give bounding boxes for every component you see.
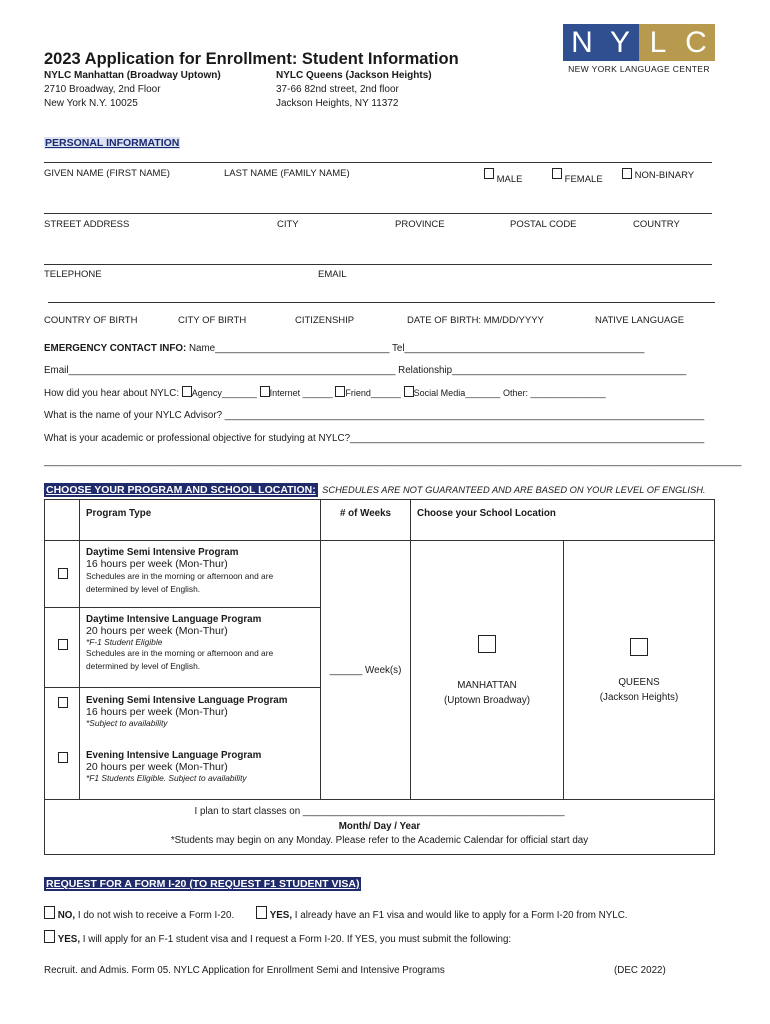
nonbinary-label: NON-BINARY <box>634 170 695 181</box>
program-4-name: Evening Intensive Language Program <box>86 749 262 761</box>
citizenship-label: CITIZENSHIP <box>295 315 355 326</box>
internet-option: Internet ______ <box>269 388 333 398</box>
footer-date: (DEC 2022) <box>614 965 666 976</box>
weeks-field[interactable]: ______ Week(s) <box>329 664 402 676</box>
program-2-checkbox[interactable] <box>58 639 68 650</box>
program-2-cell <box>80 608 321 688</box>
female-checkbox[interactable] <box>552 168 562 179</box>
email-label: EMAIL <box>318 269 347 280</box>
hear-about-prompt: How did you hear about NYLC: <box>44 388 180 399</box>
manhattan-label: MANHATTAN <box>457 679 517 691</box>
logo-letter-n: N <box>563 24 601 61</box>
city-label: CITY <box>277 219 299 230</box>
i20-yes-existing-label: YES, <box>269 910 293 921</box>
program-1-note-1: Schedules are in the morning or afternoon and are <box>86 571 274 581</box>
province-label: PROVINCE <box>395 219 445 230</box>
agency-checkbox[interactable] <box>182 386 192 397</box>
queens-address-line1: 37-66 82nd street, 2nd floor <box>276 84 399 95</box>
city-of-birth-label: CITY OF BIRTH <box>178 315 247 326</box>
manhattan-checkbox[interactable] <box>478 635 496 653</box>
program-2-note-1: Schedules are in the morning or afternoon and are <box>86 648 274 658</box>
queens-label: QUEENS <box>618 676 660 688</box>
program-3-checkbox[interactable] <box>58 697 68 708</box>
agency-option: Agency_______ <box>191 388 257 398</box>
program-1-name: Daytime Semi Intensive Program <box>86 547 239 558</box>
program-1-checkbox-cell <box>45 541 80 608</box>
emergency-email-row <box>44 365 686 376</box>
nonbinary-checkbox[interactable] <box>622 168 632 179</box>
i20-no-text: I do not wish to receive a Form I-20. <box>77 910 235 921</box>
program-3-cell <box>80 688 321 743</box>
manhattan-address-line2: New York N.Y. 10025 <box>44 98 138 109</box>
program-type-header: Program Type <box>80 500 321 541</box>
i20-yes-apply-label: YES, <box>57 934 81 945</box>
internet-checkbox[interactable] <box>260 386 270 397</box>
social-media-checkbox[interactable] <box>404 386 414 397</box>
emergency-email-field[interactable]: Email____________________________________________________________ <box>44 365 396 376</box>
start-date-format: Month/ Day / Year <box>338 821 421 832</box>
program-3-hours: 16 hours per week (Mon-Thur) <box>86 706 228 718</box>
i20-no-checkbox[interactable] <box>44 906 55 919</box>
emergency-contact-row <box>44 343 644 354</box>
logo-letter-c: C <box>677 24 715 61</box>
manhattan-sublabel: (Uptown Broadway) <box>443 694 531 706</box>
i20-yes-apply-checkbox[interactable] <box>44 930 55 943</box>
start-date-note: *Students may begin on any Monday. Please refer to the Academic Calendar for official start day <box>170 835 589 846</box>
header-checkbox-col <box>45 500 80 541</box>
nylc-logo <box>563 24 715 74</box>
postal-code-label: POSTAL CODE <box>510 219 577 230</box>
logo-letter-l: L <box>639 24 677 61</box>
i20-heading: REQUEST FOR A FORM I-20 (TO REQUEST F1 STUDENT VISA) <box>46 878 360 890</box>
manhattan-address <box>44 69 221 111</box>
program-4-checkbox-cell <box>45 743 80 800</box>
program-3-name: Evening Semi Intensive Language Program <box>86 695 288 706</box>
hear-about-row <box>44 386 606 399</box>
emergency-relationship-field[interactable]: Relationship___________________________________________ <box>398 365 687 376</box>
i20-yes-existing-text: I already have an F1 visa and would like to apply for a Form I-20 from NYLC. <box>294 910 628 921</box>
start-date-field[interactable]: I plan to start classes on ________________________________________________ <box>194 806 565 817</box>
street-address-label: STREET ADDRESS <box>44 219 130 230</box>
given-name-label: GIVEN NAME (FIRST NAME) <box>44 168 170 179</box>
program-2-checkbox-cell <box>45 608 80 688</box>
queens-checkbox[interactable] <box>630 638 648 656</box>
program-2-note-2: determined by level of English. <box>86 661 201 671</box>
queens-address-line2: Jackson Heights, NY 11372 <box>276 98 399 109</box>
other-option[interactable]: Other: _______________ <box>502 388 606 398</box>
manhattan-address-line1: 2710 Broadway, 2nd Floor <box>44 84 161 95</box>
i20-yes-apply-text: I will apply for an F-1 student visa and I request a Form I-20. If YES, you must submit the following: <box>82 934 512 945</box>
country-of-birth-label: COUNTRY OF BIRTH <box>44 315 138 326</box>
personal-info-heading: PERSONAL INFORMATION <box>45 137 180 149</box>
logo-tagline: NEW YORK LANGUAGE CENTER <box>568 64 710 74</box>
weeks-cell <box>321 541 411 800</box>
date-of-birth-label: DATE OF BIRTH: MM/DD/YYYY <box>407 315 544 326</box>
queens-cell <box>564 541 715 800</box>
program-3-checkbox-cell <box>45 688 80 743</box>
program-2-name: Daytime Intensive Language Program <box>86 614 262 625</box>
queens-sublabel: (Jackson Heights) <box>599 691 679 703</box>
last-name-label: LAST NAME (FAMILY NAME) <box>224 168 350 179</box>
program-2-hours: 20 hours per week (Mon-Thur) <box>86 625 228 637</box>
program-note: SCHEDULES ARE NOT GUARANTEED AND ARE BASED ON YOUR LEVEL OF ENGLISH. <box>322 485 706 495</box>
queens-address <box>276 69 432 111</box>
emergency-contact-label: EMERGENCY CONTACT INFO: <box>44 343 187 354</box>
i20-yes-apply-row <box>44 930 511 945</box>
program-1-cell <box>80 541 321 608</box>
male-checkbox[interactable] <box>484 168 494 179</box>
footer-form-name: Recruit. and Admis. Form 05. NYLC Application for Enrollment Semi and Intensive Programs <box>44 965 445 976</box>
start-date-cell <box>45 800 715 855</box>
country-label: COUNTRY <box>633 219 680 230</box>
emergency-name-field[interactable]: Name________________________________ <box>188 343 390 354</box>
page-title: 2023 Application for Enrollment: Student Information <box>44 50 459 68</box>
program-4-cell <box>80 743 321 800</box>
manhattan-location-name: NYLC Manhattan (Broadway Uptown) <box>44 70 221 81</box>
location-header: Choose your School Location <box>411 500 715 541</box>
manhattan-cell <box>411 541 564 800</box>
friend-checkbox[interactable] <box>335 386 345 397</box>
program-4-checkbox[interactable] <box>58 752 68 763</box>
female-label: FEMALE <box>564 174 603 185</box>
logo-letter-y: Y <box>601 24 639 61</box>
male-label: MALE <box>496 174 523 185</box>
i20-no-label: NO, <box>57 910 76 921</box>
emergency-tel-field[interactable]: Tel____________________________________________ <box>392 343 645 354</box>
objective-continuation-line[interactable]: ________________________________________________________________________________________________________________________________ <box>44 456 742 467</box>
program-1-note-2: determined by level of English. <box>86 584 201 594</box>
queens-location-name: NYLC Queens (Jackson Heights) <box>276 70 432 81</box>
program-2-eligibility: *F-1 Student Eligible <box>86 637 163 647</box>
program-heading: CHOOSE YOUR PROGRAM AND SCHOOL LOCATION: <box>46 484 316 496</box>
i20-yes-existing-checkbox[interactable] <box>256 906 267 919</box>
program-table <box>44 499 715 855</box>
friend-option: Friend______ <box>345 388 401 398</box>
telephone-label: TELEPHONE <box>44 269 102 280</box>
i20-yes-existing-row <box>256 906 628 921</box>
program-4-eligibility: *F1 Students Eligible. Subject to availability <box>86 772 247 783</box>
objective-question[interactable]: What is your academic or professional objective for studying at NYLC?_________________________________________________________________ <box>44 433 705 444</box>
program-4-hours: 20 hours per week (Mon-Thur) <box>86 760 228 773</box>
advisor-question[interactable]: What is the name of your NYLC Advisor? ________________________________________________________________________________________ <box>44 410 705 421</box>
native-language-label: NATIVE LANGUAGE <box>595 315 685 326</box>
program-1-hours: 16 hours per week (Mon-Thur) <box>86 558 228 570</box>
program-3-availability: *Subject to availability <box>86 718 168 728</box>
program-1-checkbox[interactable] <box>58 568 68 579</box>
social-media-option: Social Media_______ <box>413 388 501 398</box>
i20-no-row <box>44 906 234 921</box>
weeks-header: # of Weeks <box>321 500 411 541</box>
